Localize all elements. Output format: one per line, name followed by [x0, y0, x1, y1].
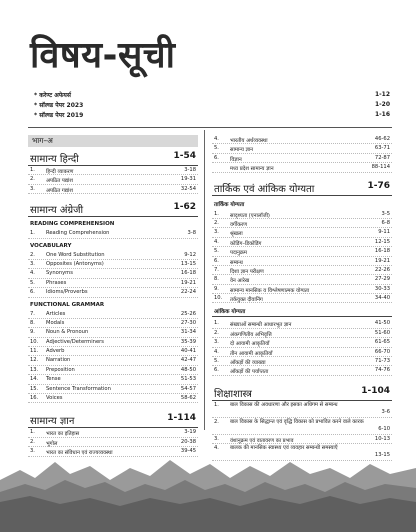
toc-row[interactable] — [212, 418, 392, 435]
page-title: विषय-सूची — [30, 35, 176, 76]
toc-row[interactable] — [28, 428, 198, 437]
toc-row-title: अपठित गद्यांश — [46, 187, 73, 194]
toc-row-pages: 71-73 — [374, 358, 390, 365]
toc-row[interactable] — [212, 319, 392, 328]
toc-row-title: आँकड़ों की व्याख्या — [230, 360, 266, 367]
toc-row-pages: 16-18 — [374, 248, 390, 255]
toc-row-number: 7. — [214, 266, 219, 273]
toc-row[interactable] — [28, 269, 198, 278]
toc-row-pages: 19-31 — [180, 176, 196, 183]
section-subheading: FUNCTIONAL GRAMMAR — [30, 301, 105, 308]
toc-row-title: अपठित पद्यांश — [46, 178, 73, 185]
toc-row-title: भारतीय अर्थव्यवस्था — [230, 138, 268, 144]
toc-row-number: 5. — [30, 279, 35, 286]
toc-row-pages: 58-62 — [180, 395, 196, 402]
toc-row-pages: 10-13 — [374, 435, 390, 442]
toc-row-number: 13. — [30, 366, 39, 373]
toc-row-pages: 3-8 — [187, 230, 196, 237]
gk-section-header — [28, 413, 198, 428]
top-divider — [28, 127, 392, 128]
toc-row-number: 1. — [30, 230, 35, 237]
toc-row[interactable] — [212, 366, 392, 375]
toc-row-title: वर्गीकरण — [230, 221, 248, 228]
section-subheading: VOCABULARY — [30, 242, 72, 249]
toc-row-pages: 19-21 — [374, 257, 390, 264]
toc-row-title: सम्बन्ध — [230, 259, 243, 266]
toc-row-number: 16. — [30, 395, 39, 402]
toc-row-title: Phrases — [46, 279, 67, 286]
toc-row[interactable] — [212, 135, 392, 144]
toc-row-pages: 39-45 — [180, 448, 196, 455]
part-header — [28, 135, 198, 147]
toc-row-pages: 22-26 — [374, 266, 390, 273]
toc-row-number: 7. — [30, 310, 35, 317]
toc-row-number: 3. — [30, 448, 35, 455]
toc-row-pages: 13-15 — [180, 260, 196, 267]
gk-section-title: सामान्य ज्ञान — [30, 416, 75, 428]
toc-row[interactable] — [28, 356, 198, 365]
toc-row-pages: 42-47 — [180, 357, 196, 364]
toc-row-number: 2. — [30, 176, 35, 183]
toc-row-pages: 27-30 — [180, 319, 196, 326]
toc-row-pages: 35-39 — [180, 338, 196, 345]
toc-row-title: बाल विकास के सिद्धान्त एवं वृद्धि विकास को प्रभावित करने वाले कारक — [230, 418, 364, 425]
toc-row-pages: 27-29 — [374, 276, 390, 283]
toc-row-title: Reading Comprehension — [46, 230, 110, 237]
toc-row-pages: 13-15 — [374, 452, 390, 459]
toc-row-pages: 72-87 — [374, 154, 390, 161]
reasoning-section-title: तार्किक एवं आंकिक योग्यता — [214, 183, 315, 195]
pedagogy-section-title: शिक्षाशास्त्र — [214, 388, 252, 400]
toc-row[interactable] — [212, 275, 392, 284]
toc-row[interactable] — [212, 257, 392, 266]
toc-row[interactable] — [28, 385, 198, 394]
toc-row-title: तर्कयुक्त दीवानिंग — [230, 297, 263, 304]
toc-row[interactable] — [212, 285, 392, 294]
toc-row-pages: 19-21 — [180, 279, 196, 286]
top-list-label — [34, 111, 83, 119]
top-list-label — [34, 101, 83, 109]
top-list-label — [34, 91, 71, 99]
toc-row-number: 4. — [214, 238, 219, 245]
toc-row-title: तीन आयामी आकृतियाँ — [230, 350, 273, 357]
top-list-text: सॉल्व्ड पेपर 2023 — [39, 102, 84, 109]
toc-row-title: कोडिंग–डिकोडिंग — [230, 240, 262, 247]
english-section-range: 1-62 — [173, 202, 196, 213]
english-section-header — [28, 202, 198, 217]
toc-row-pages: 12-15 — [374, 238, 390, 245]
toc-row-title: One Word Substitution — [46, 251, 105, 258]
toc-row-title: सामान्य मानसिक व विश्लेषणात्मक योग्यता — [230, 287, 310, 294]
top-list-text: सॉल्व्ड पेपर 2019 — [39, 112, 84, 119]
toc-row-number: 6. — [214, 257, 219, 264]
toc-row-pages: 32-54 — [180, 185, 196, 192]
toc-row[interactable] — [28, 347, 198, 356]
toc-row-number: 8. — [214, 276, 219, 283]
top-list-item[interactable] — [34, 91, 390, 101]
toc-row-title: Synonyms — [46, 270, 73, 277]
toc-row-number: 5. — [214, 358, 219, 365]
toc-row-number: 1. — [214, 320, 219, 327]
pedagogy-section-header — [212, 386, 392, 401]
toc-row-pages: 74-76 — [374, 367, 390, 374]
toc-row-title: अंकगणितीय अभिवृत्ति — [230, 331, 272, 338]
toc-row-title: Modals — [46, 319, 65, 326]
toc-row[interactable] — [212, 154, 392, 163]
toc-row-title: Adjective/Determiners — [46, 338, 104, 345]
toc-row-number: 10. — [30, 338, 39, 345]
gk-section-range: 1-114 — [167, 413, 196, 424]
toc-row-title: Preposition — [46, 366, 75, 373]
toc-row[interactable] — [28, 279, 198, 288]
toc-row[interactable] — [212, 228, 392, 237]
toc-row[interactable] — [28, 366, 198, 375]
hindi-section-range: 1-54 — [173, 151, 196, 161]
toc-row-title: श्रृंखला — [230, 231, 243, 238]
toc-row-number: 2. — [214, 418, 219, 425]
toc-row-title: भारत का संविधान एवं राज्यव्यवस्था — [46, 450, 113, 457]
toc-row[interactable] — [212, 329, 392, 338]
toc-row-number: 6. — [214, 367, 219, 374]
bullet-icon: * — [34, 102, 40, 109]
toc-row-number: 3. — [30, 260, 35, 267]
toc-row-title: मध्य प्रदेश सामान्य ज्ञान — [230, 166, 274, 173]
toc-row-number: 4. — [30, 270, 35, 277]
toc-row-pages: 63-71 — [374, 145, 390, 152]
toc-row-title: बालक की मानसिक स्वास्थ्य एवं व्यवहार सम्बन्धी समस्याएँ — [230, 445, 338, 452]
toc-row-title: सादृश्यता (एनालॉजी) — [230, 212, 270, 219]
toc-row-number: 1. — [214, 401, 219, 408]
top-list-pages: 1-12 — [374, 91, 390, 98]
toc-row[interactable] — [28, 319, 198, 328]
toc-row-number: 1. — [214, 210, 219, 217]
toc-row[interactable] — [212, 238, 392, 247]
toc-row-pages: 34-40 — [374, 295, 390, 302]
toc-row-title: भारत का इतिहास — [46, 431, 80, 438]
toc-row-pages: 54-57 — [180, 385, 196, 392]
toc-row[interactable] — [28, 288, 198, 297]
toc-row-number: 3. — [214, 229, 219, 236]
toc-row-number: 1. — [30, 429, 35, 436]
toc-row[interactable] — [28, 328, 198, 337]
toc-row[interactable] — [28, 251, 198, 260]
reasoning-section-header — [212, 181, 392, 196]
toc-row-pages: 16-18 — [180, 270, 196, 277]
section-subheading: आंकिक योग्यता — [212, 307, 392, 317]
bullet-icon: * — [34, 92, 40, 99]
toc-row[interactable] — [28, 229, 198, 238]
toc-row-number: 6. — [30, 289, 35, 296]
toc-row-title: Articles — [46, 310, 66, 317]
toc-row-number: 2. — [30, 438, 35, 445]
toc-row[interactable] — [28, 338, 198, 347]
toc-row-title: दो आयामी आकृतियाँ — [230, 341, 270, 348]
toc-row-pages: 3-6 — [381, 408, 390, 415]
toc-row[interactable] — [28, 394, 198, 403]
toc-row-title: दिशा ज्ञान परीक्षण — [230, 268, 264, 275]
toc-row[interactable] — [28, 185, 198, 194]
toc-row-title: Sentence Transformation — [46, 385, 111, 392]
toc-row[interactable] — [28, 166, 198, 175]
toc-row-title: वंशानुक्रम एवं वातावरण का प्रभाव — [230, 437, 294, 444]
toc-row-number: 2. — [214, 329, 219, 336]
toc-row-title: संख्याओं सम्बन्धी आधारभूत ज्ञान — [230, 322, 292, 329]
toc-row-pages: 51-53 — [180, 376, 196, 383]
toc-row-number: 4. — [214, 136, 219, 142]
pedagogy-section-range: 1-104 — [361, 385, 390, 396]
toc-row-number: 11. — [30, 348, 39, 355]
toc-row-title: Opposites (Antonyms) — [46, 260, 104, 267]
toc-row-pages: 61-65 — [374, 339, 390, 346]
toc-row-number: 15. — [30, 385, 39, 392]
toc-row-title: बाल विकास की अवधारणा और इसका अधिगम से सम्बन्ध — [230, 401, 338, 408]
toc-row[interactable] — [212, 294, 392, 303]
toc-row[interactable] — [212, 266, 392, 275]
toc-row-title: भूगोल — [46, 440, 58, 447]
toc-row-pages: 40-41 — [180, 348, 196, 355]
bullet-icon: * — [34, 112, 40, 119]
toc-row-title: हिन्दी व्याकरण — [46, 169, 74, 175]
toc-row-pages: 9-11 — [378, 229, 390, 236]
column-divider — [204, 130, 205, 430]
toc-row-pages: 31-34 — [180, 329, 196, 336]
top-list-pages: 1-16 — [374, 111, 390, 118]
toc-row-pages: 48-50 — [180, 366, 196, 373]
toc-row[interactable] — [212, 348, 392, 357]
toc-row-pages: 6-10 — [378, 425, 390, 432]
toc-row-number: 8. — [30, 319, 35, 326]
toc-row-title: वेन आरेख — [230, 278, 250, 285]
toc-row-number: 3. — [214, 435, 219, 442]
toc-row-number: 10. — [214, 295, 223, 302]
toc-row-number: 2. — [30, 251, 35, 258]
toc-row-title: Noun & Pronoun — [46, 329, 89, 336]
toc-row-pages: 20-38 — [180, 438, 196, 445]
part-label: भाग–अ — [32, 136, 53, 145]
toc-row-number: 6. — [214, 154, 219, 161]
toc-row-number: 12. — [30, 357, 39, 364]
top-list-item[interactable] — [34, 111, 390, 121]
toc-row-pages: 25-26 — [180, 310, 196, 317]
toc-row-title: सामान्य ज्ञान — [230, 147, 254, 154]
toc-row[interactable] — [212, 247, 392, 256]
toc-row[interactable] — [28, 175, 198, 184]
section-subheading: READING COMPREHENSION — [30, 221, 115, 228]
english-section-title: सामान्य अंग्रेजी — [30, 205, 84, 217]
toc-row-number: 4. — [214, 348, 219, 355]
toc-row-pages: 3-18 — [184, 167, 196, 173]
toc-row-number: 4. — [214, 445, 219, 452]
toc-row[interactable] — [28, 310, 198, 319]
toc-row-number: 14. — [30, 376, 39, 383]
toc-row-title: पदानुक्रम — [230, 250, 248, 257]
toc-row-title: Voices — [46, 395, 63, 402]
toc-row-number: 2. — [214, 219, 219, 226]
section-subheading: तार्किक योग्यता — [214, 201, 245, 208]
toc-row-pages: 30-33 — [374, 285, 390, 292]
toc-row[interactable] — [212, 163, 392, 172]
toc-row[interactable] — [28, 375, 198, 384]
toc-row-pages: 46-62 — [374, 136, 390, 142]
left-column — [28, 136, 198, 465]
toc-row-pages: 88-114 — [371, 164, 390, 171]
toc-row-pages: 6-8 — [381, 219, 390, 226]
toc-row[interactable] — [212, 357, 392, 366]
top-list-pages: 1-20 — [374, 101, 390, 108]
mountain-illustration — [0, 440, 416, 532]
toc-row-title: Adverb — [46, 348, 65, 355]
toc-row-number: 3. — [214, 339, 219, 346]
top-list-text: करेण्ट अफेयर्स — [39, 92, 71, 99]
toc-row-number: 9. — [30, 329, 35, 336]
toc-row[interactable] — [212, 144, 392, 153]
toc-row[interactable] — [212, 401, 392, 418]
hindi-section-title: सामान्य हिन्दी — [30, 154, 79, 165]
toc-row-title: Idioms/Proverbs — [46, 289, 88, 296]
toc-row-number: 5. — [214, 145, 219, 152]
toc-row-number: 5. — [214, 248, 219, 255]
toc-row[interactable] — [212, 338, 392, 347]
toc-row-title: विज्ञान — [230, 156, 242, 163]
top-list — [34, 91, 390, 121]
toc-row-pages: 22-24 — [180, 289, 196, 296]
toc-row-title: आँकड़ों की पर्याप्तता — [230, 369, 269, 376]
toc-row-number: 3. — [30, 185, 35, 192]
toc-row-pages: 41-50 — [374, 320, 390, 327]
toc-row-pages: 3-19 — [184, 429, 196, 436]
hindi-section-header — [28, 151, 198, 166]
toc-row-title: Narration — [46, 357, 71, 364]
toc-row[interactable] — [212, 219, 392, 228]
toc-row-pages: 9-12 — [184, 251, 196, 258]
toc-row-title: Tense — [46, 376, 61, 383]
toc-row[interactable] — [28, 260, 198, 269]
reasoning-section-range: 1-76 — [367, 180, 390, 191]
toc-row-number: 9. — [214, 285, 219, 292]
toc-row-pages: 51-60 — [374, 329, 390, 336]
top-list-item[interactable] — [34, 101, 390, 111]
toc-row-pages: 3-5 — [381, 210, 390, 217]
toc-row[interactable] — [212, 210, 392, 219]
toc-row-pages: 66-70 — [374, 348, 390, 355]
toc-row-number: 1. — [30, 167, 35, 173]
right-column — [212, 136, 392, 471]
